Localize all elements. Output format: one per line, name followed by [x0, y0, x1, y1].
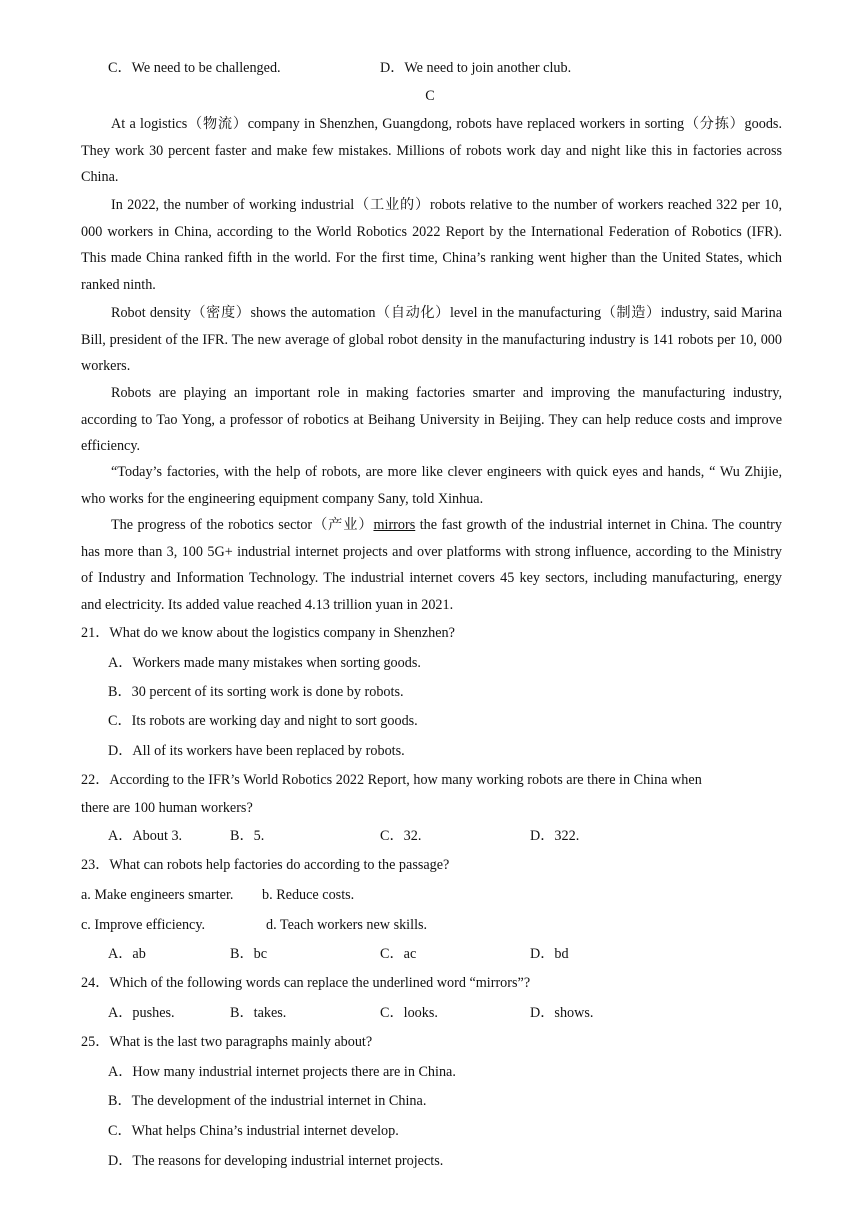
- question-23-option-c: C．ac: [380, 946, 417, 962]
- question-23-item-d: d. Teach workers new skills.: [266, 917, 428, 933]
- underlined-word-mirrors: mirrors: [373, 517, 416, 533]
- question-23-option-d: D．bd: [530, 946, 569, 962]
- question-23-item-a: a. Make engineers smarter.: [81, 887, 234, 903]
- question-23-option-b: B．bc: [230, 946, 268, 962]
- question-25-option-a: A．How many industrial internet projects there are in China.: [108, 1064, 456, 1080]
- question-23-item-b: b. Reduce costs.: [262, 887, 355, 903]
- passage-paragraph-2: In 2022, the number of working industrial（工业的）robots relative to the number of workers reached 322 per 10, 000 workers in China, according to the World Robotics 2022 Report by the International Federation of Robotics (IFR). This made China ranked fifth in the world. For the first time, China’s ranking went higher than the United States, which ranked ninth.: [81, 197, 782, 293]
- question-25-option-c: C．What helps China’s industrial internet develop.: [108, 1123, 399, 1139]
- question-22-stem-line-2: there are 100 human workers?: [81, 800, 253, 816]
- question-22-option-b: B．5.: [230, 828, 265, 844]
- question-24-option-d: D．shows.: [530, 1005, 594, 1021]
- passage-paragraph-6: [81, 512, 782, 618]
- question-21-option-c: C．Its robots are working day and night to sort goods.: [108, 713, 418, 729]
- question-22-stem-line-1: 22．According to the IFR’s World Robotics 2022 Report, how many working robots are there in China when: [81, 772, 702, 788]
- question-25-stem: 25．What is the last two paragraphs mainly about?: [81, 1034, 373, 1050]
- passage-paragraph-3: Robot density（密度）shows the automation（自动化）level in the manufacturing（制造）industry, said Marina Bill, president of the IFR. The new average of global robot density in the manufacturing industry is 141 robots per 10, 000 workers.: [81, 305, 782, 374]
- question-22-option-c: C．32.: [380, 828, 422, 844]
- question-24-stem: 24．Which of the following words can replace the underlined word “mirrors”?: [81, 975, 531, 991]
- question-22-option-a: A．About 3.: [108, 828, 183, 844]
- paragraph-6-rest: the fast growth of the industrial internet in China. The country has more than 3, 100 5G+ industrial internet projects and over platforms with strong influence, according to the Ministry of Industry and Information Technology. The industrial internet covers 45 key sectors, including manufacturing, energy and electricity. Its added value reached 4.13 trillion yuan in 2021.: [81, 517, 782, 613]
- passage-paragraph-5: “Today’s factories, with the help of robots, are more like clever engineers with quick eyes and hands, “ Wu Zhijie, who works for the engineering equipment company Sany, told Xinhua.: [81, 464, 782, 507]
- question-21-option-b: B．30 percent of its sorting work is done by robots.: [108, 684, 404, 700]
- question-24-option-b: B．takes.: [230, 1005, 287, 1021]
- question-21-stem: 21．What do we know about the logistics company in Shenzhen?: [81, 625, 455, 641]
- passage-paragraph-4: Robots are playing an important role in making factories smarter and improving the manufacturing industry, according to Tao Yong, a professor of robotics at Beihang University in Beijing. They can help reduce costs and improve efficiency.: [81, 385, 782, 454]
- question-21-option-d: D．All of its workers have been replaced by robots.: [108, 743, 405, 759]
- question-22-option-d: D．322.: [530, 828, 580, 844]
- question-21-option-a: A．Workers made many mistakes when sorting goods.: [108, 655, 421, 671]
- question-23-item-c: c. Improve efficiency.: [81, 917, 206, 933]
- section-label: C: [425, 88, 435, 104]
- question-24-option-a: A．pushes.: [108, 1005, 175, 1021]
- question-25-option-b: B．The development of the industrial internet in China.: [108, 1093, 427, 1109]
- question-23-stem: 23．What can robots help factories do according to the passage?: [81, 857, 450, 873]
- question-23-option-a: A．ab: [108, 946, 146, 962]
- prev-option-c: C．We need to be challenged.: [108, 60, 281, 76]
- paragraph-6-start: The progress of the robotics sector（产业）: [111, 517, 374, 533]
- question-24-option-c: C．looks.: [380, 1005, 438, 1021]
- prev-option-d: D．We need to join another club.: [380, 60, 572, 76]
- question-25-option-d: D．The reasons for developing industrial internet projects.: [108, 1153, 444, 1169]
- passage-paragraph-1: At a logistics（物流）company in Shenzhen, Guangdong, robots have replaced workers in sorting（分拣）goods. They work 30 percent faster and make few mistakes. Millions of robots work day and night like this in factories across China.: [81, 116, 782, 185]
